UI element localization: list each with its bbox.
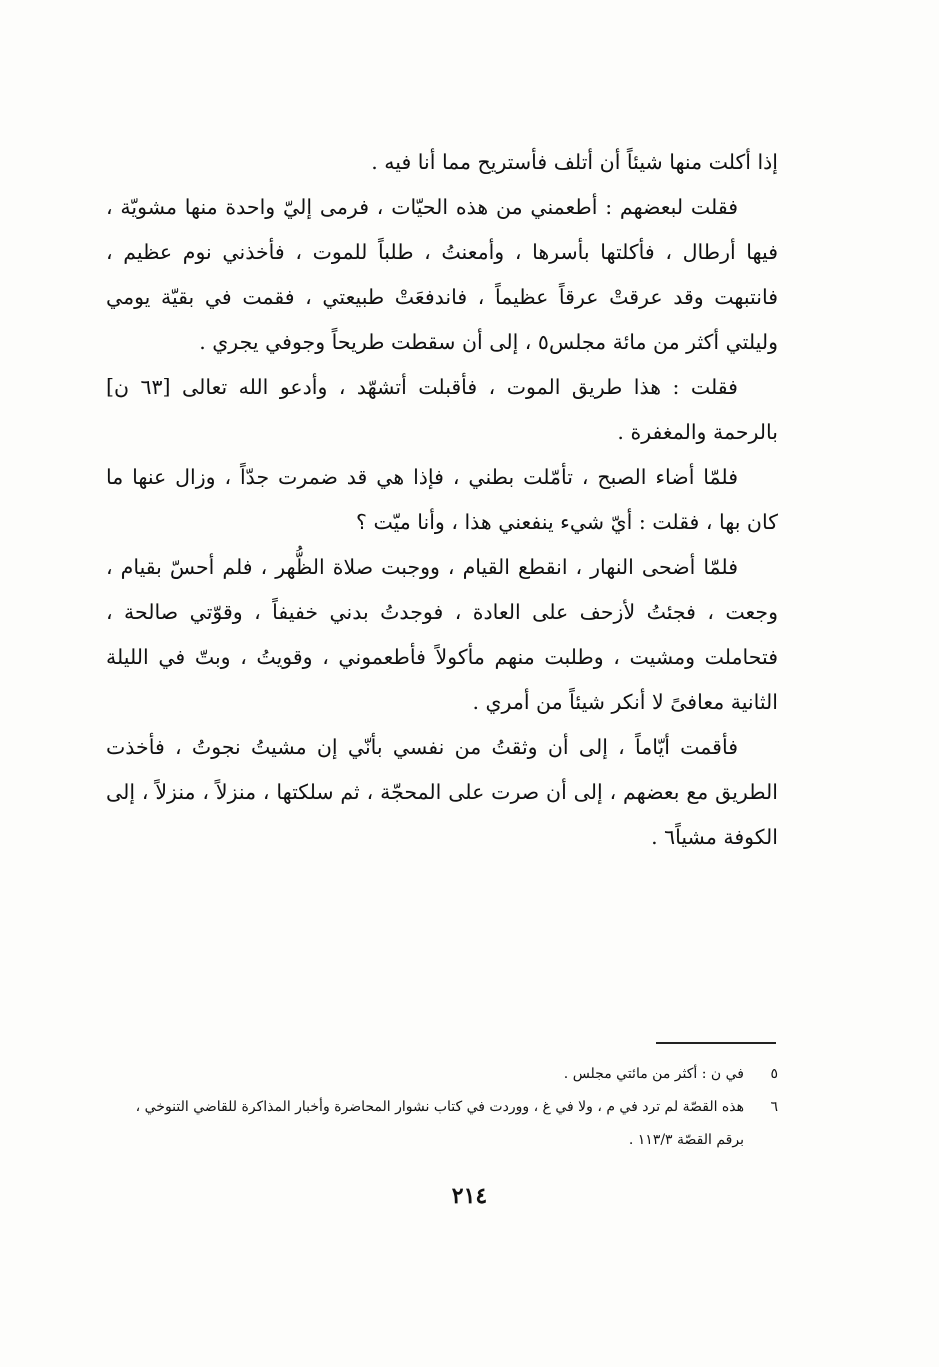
page-number: ٢١٤	[451, 1183, 488, 1209]
footnote-text: في ن : أكثر من مائتي مجلس .	[563, 1066, 744, 1082]
paragraph: إذا أكلت منها شيئاً أن أتلف فأستريح مما أنا فيه .	[371, 150, 778, 174]
footnote-text: هذه القصّة لم ترد في م ، ولا في غ ، ووردت في كتاب نشوار المحاضرة وأخبار المذاكرة للقاضي التنوخي ،	[135, 1099, 744, 1115]
footnote-number: ٦	[770, 1099, 778, 1115]
paragraph: فلمّا أضاء الصبح ، تأمّلت بطني ، فإذا هي قد ضمرت جدّاً ، وزال عنها ما كان بها ، فقلت : أيّ شيء ينفعني هذا ، وأنا ميّت ؟	[106, 465, 778, 534]
footnote	[106, 1058, 778, 1091]
paragraph: فقلت لبعضهم : أطعمني من هذه الحيّات ، فرمى إليّ واحدة منها مشويّة ، فيها أرطال ، فأكلتها بأسرها ، وأمعنتُ ، طلباً للموت ، فأخذني نوم عظيم ، فانتبهت وقد عرقتْ عرقاً عظيماً ، فاندفعَتْ طبيعتي ، فقمت في بقيّة يومي وليلتي أكثر من مائة مجلس٥ ، إلى أن سقطت طريحاً وجوفي يجري .	[106, 195, 778, 354]
footnote-continuation: برقم القصّة ١١٣/٣ .	[628, 1132, 744, 1148]
paragraph: فلمّا أضحى النهار ، انقطع القيام ، ووجبت صلاة الظُّهر ، فلم أحسّ بقيام ، وجعت ، فجئتُ لأزحف على العادة ، فوجدتُ بدني خفيفاً ، وقوّتي صالحة ، فتحاملت ومشيت ، وطلبت منهم مأكولاً فأطعموني ، وقويتُ ، وبتّ في الليلة الثانية معافىً لا أنكر شيئاً من أمري .	[106, 555, 778, 714]
main-text	[106, 140, 778, 860]
footnote	[106, 1091, 778, 1124]
footnote-number: ٥	[770, 1066, 778, 1082]
footnote-separator	[656, 1042, 776, 1044]
paragraph: فأقمت أيّاماً ، إلى أن وثقتُ من نفسي بأنّي إن مشيتُ نجوتُ ، فأخذت الطريق مع بعضهم ، إلى أن صرت على المحجّة ، ثم سلكتها ، منزلاً ، منزلاً ، إلى الكوفة مشياً٦ .	[106, 735, 778, 849]
paragraph: فقلت : هذا طريق الموت ، فأقبلت أتشهّد ، وأدعو الله تعالى [٦٣ ن] بالرحمة والمغفرة .	[106, 375, 778, 444]
footnotes	[106, 1058, 778, 1157]
